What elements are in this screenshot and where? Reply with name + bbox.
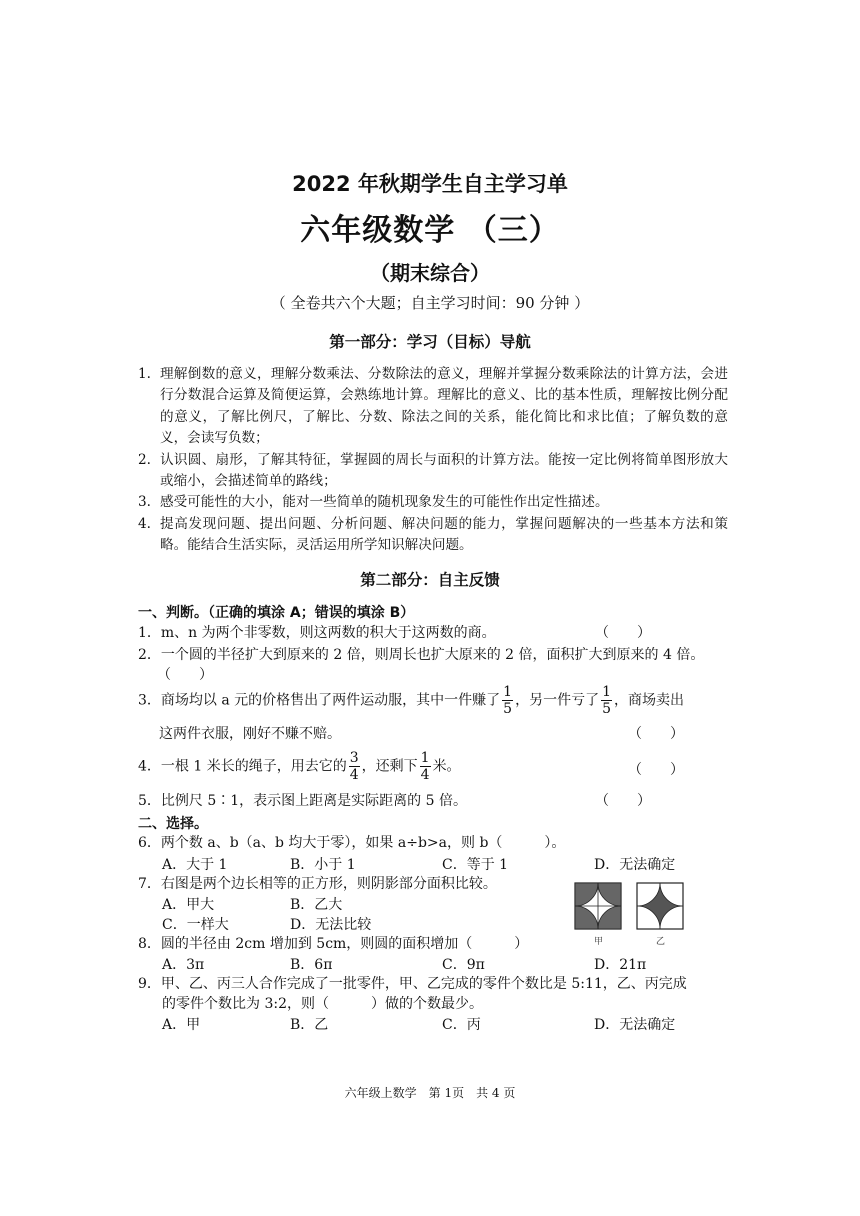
option-c[interactable]: C．9π [442,957,485,973]
option-a[interactable]: A．甲 [162,1017,201,1033]
fraction-one-fifth [601,684,612,717]
answer-paren[interactable]: （ ） [628,726,684,742]
question-8-options [0,954,860,974]
question-6: 6．两个数 a、b（a、b 均大于零），如果 a÷b>a，则 b（ ）。 [138,835,566,851]
answer-paren[interactable]: （ ） [157,667,213,683]
fraction-numerator: 3 [349,750,359,766]
fraction-one-fourth [420,750,431,783]
question-1: 1．m、n 为两个非零数，则这两数的积大于这两数的商。 [138,625,496,641]
option-b[interactable]: B．乙 [290,1017,329,1033]
fraction-denominator: 5 [503,701,513,717]
goal-number: 2. [138,451,151,468]
fraction-numerator: 1 [503,684,513,700]
figure-label-jia: 甲 [594,937,604,947]
question-9: 9．甲、乙、丙三人合作完成了一批零件，甲、乙完成的零件个数比是 5:11，乙、丙完成 [138,976,687,992]
figure-label-yi: 乙 [656,937,666,947]
fraction-denominator: 4 [349,767,359,783]
option-c[interactable]: C．等于 1 [442,857,509,873]
goal-text: 提高发现问题、提出问题、分析问题、解决问题的能力，掌握问题解决的一些基本方法和策略。能结合生活实际，灵活运用所学知识解决问题。 [160,515,728,554]
goal-text: 认识圆、扇形，了解其特征，掌握圆的周长与面积的计算方法。能按一定比例将简单图形放大或缩小，会描述简单的路线； [160,451,728,490]
answer-paren[interactable]: （ ） [595,793,651,809]
fraction-numerator: 1 [602,684,611,700]
question-2: 2．一个圆的半径扩大到原来的 2 倍，则周长也扩大原来的 2 倍，面积扩大到原来的 4 倍。 [138,647,705,663]
question-4-text-a: 4．一根 1 米长的绳子，用去它的 [138,758,347,775]
fraction-numerator: 1 [420,750,430,766]
goal-item [138,364,728,450]
fraction-denominator: 5 [602,701,611,717]
option-d[interactable]: D．无法确定 [594,857,676,873]
question-9-options [0,1014,860,1034]
part2-heading: 第二部分：自主反馈 [360,571,500,589]
shaded-squares-figure [574,882,686,948]
option-c[interactable]: C．一样大 [162,917,229,933]
part1-heading: 第一部分：学习（目标）导航 [329,333,531,351]
answer-paren[interactable]: （ ） [628,762,684,778]
option-b[interactable]: B．小于 1 [290,857,356,873]
option-a[interactable]: A．大于 1 [162,857,228,873]
figure-jia [575,883,621,929]
question-8: 8．圆的半径由 2cm 增加到 5cm，则圆的面积增加（ ） [138,936,529,952]
question-4-text-c: 米。 [432,758,461,775]
question-7-options-row2 [0,914,560,934]
question-6-options [0,854,860,874]
question-7: 7．右图是两个边长相等的正方形，则阴影部分面积比较。 [138,876,497,892]
doc-title: 2022 年秋期学生自主学习单 [292,172,568,196]
question-3-text-b: ，另一件亏了 [515,692,600,709]
question-3-text-c: ，商场卖出 [614,692,684,709]
question-7-options-row1 [0,894,560,914]
option-a[interactable]: A．3π [162,957,205,973]
goal-text: 理解倒数的意义，理解分数乘法、分数除法的意义，理解并掌握分数乘除法的计算方法，会进行分数混合运算及简便运算，会熟练地计算。理解比的意义、比的基本性质，理解按比例分配的意义，了解比例尺，了解比、分数、除法之间的关系，能化简比和求比值；了解负数的意义，会读写负数； [160,366,728,447]
option-d[interactable]: D．无法比较 [290,917,372,933]
question-3-cont: 这两件衣服，刚好不赚不赔。 [159,726,341,742]
question-9-cont: 的零件个数比为 3:2，则（ ）做的个数最少。 [162,996,483,1012]
section1-heading: 一、判断。（正确的填涂 A；错误的填涂 B） [138,605,415,621]
doc-unit-title: （期末综合） [370,261,490,285]
question-3 [138,684,684,717]
goal-number: 4. [138,515,151,532]
doc-subtitle: （ 全卷共六个大题；自主学习时间：90 分钟 ） [270,294,590,312]
goal-item [138,514,728,557]
goal-item [138,492,728,513]
goal-text: 感受可能性的大小，能对一些简单的随机现象发生的可能性作出定性描述。 [160,494,609,511]
fraction-three-fourths [349,750,360,783]
option-c[interactable]: C．丙 [442,1017,481,1033]
goal-number: 1. [138,366,151,382]
figure-yi [637,883,683,929]
question-3-text-a: 3．商场均以 a 元的价格售出了两件运动服，其中一件赚了 [138,692,501,709]
question-4-text-b: ，还剩下 [361,758,418,775]
option-b[interactable]: B．6π [290,957,333,973]
option-d[interactable]: D．无法确定 [594,1017,676,1033]
fraction-one-fifth [502,684,513,717]
goal-number: 3. [138,494,151,511]
goal-item [138,450,728,493]
squares-diagram-svg [574,882,686,948]
page-footer: 六年级上数学 第 1页 共 4 页 [344,1086,516,1100]
doc-subject-title: 六年级数学 （三） [300,213,560,248]
question-5: 5．比例尺 5∶1，表示图上距离是实际距离的 5 倍。 [138,793,467,809]
answer-paren[interactable]: （ ） [595,625,651,641]
fraction-denominator: 4 [420,767,430,783]
question-4 [138,750,461,783]
option-b[interactable]: B．乙大 [290,897,343,913]
option-a[interactable]: A．甲大 [162,897,215,913]
goals-list [138,364,728,557]
option-d[interactable]: D．21π [594,957,647,973]
section2-heading: 二、选择。 [138,816,208,832]
